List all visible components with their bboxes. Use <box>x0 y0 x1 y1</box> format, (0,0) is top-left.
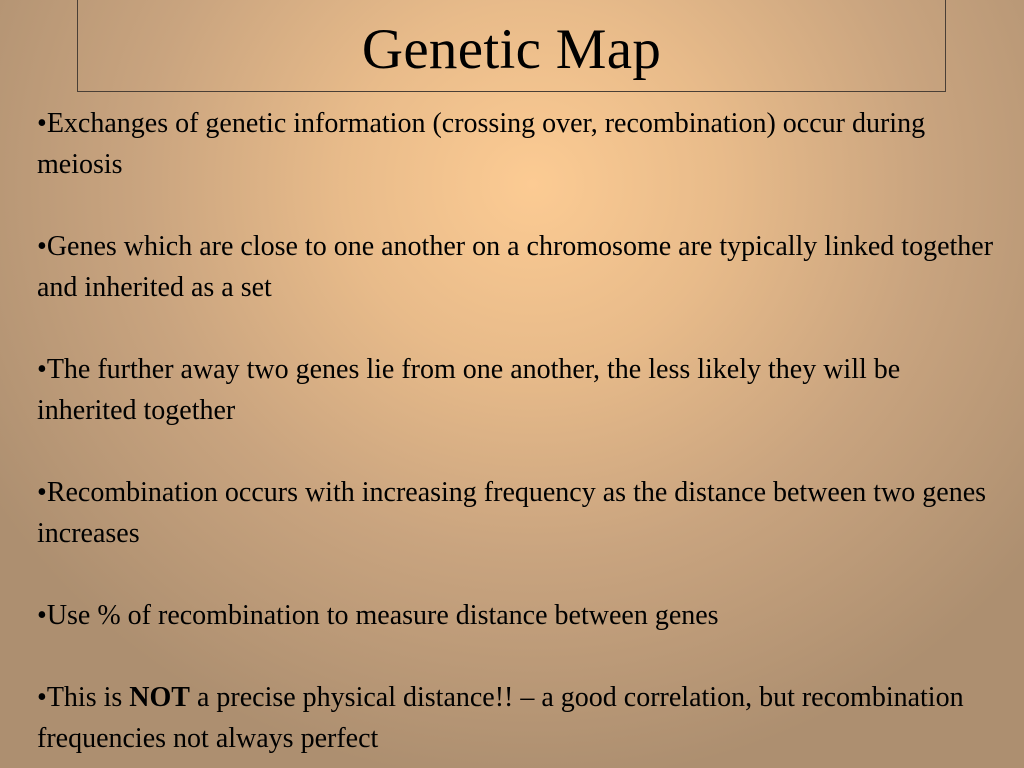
bullet-text-after: a precise physical distance!! – a good correlation, but recombination frequencies not always perfect <box>37 682 964 754</box>
bullet-item <box>37 103 1002 185</box>
bullet-marker: • <box>37 231 47 262</box>
bullet-text: Recombination occurs with increasing frequency as the distance between two genes increases <box>37 477 987 549</box>
bullet-item <box>37 472 1002 554</box>
bullet-emphasis: NOT <box>129 682 190 713</box>
bullet-marker: • <box>37 600 47 631</box>
bullet-text-before: This is <box>46 682 130 713</box>
bullet-item <box>37 595 1002 636</box>
bullet-text: Exchanges of genetic information (crossing over, recombination) occur during meiosis <box>37 108 926 180</box>
bullet-list <box>37 103 1002 759</box>
slide-title: Genetic Map <box>361 18 662 81</box>
bullet-marker: • <box>37 477 47 508</box>
title-box <box>77 0 946 92</box>
bullet-marker: • <box>37 682 47 713</box>
bullet-item <box>37 677 1002 759</box>
bullet-text: The further away two genes lie from one another, the less likely they will be inherited together <box>37 354 901 426</box>
bullet-item <box>37 349 1002 431</box>
bullet-text: Use % of recombination to measure distance between genes <box>46 600 719 631</box>
bullet-marker: • <box>37 354 47 385</box>
bullet-marker: • <box>37 108 47 139</box>
bullet-text: Genes which are close to one another on a chromosome are typically linked together and inherited as a set <box>37 231 994 303</box>
bullet-item <box>37 226 1002 308</box>
